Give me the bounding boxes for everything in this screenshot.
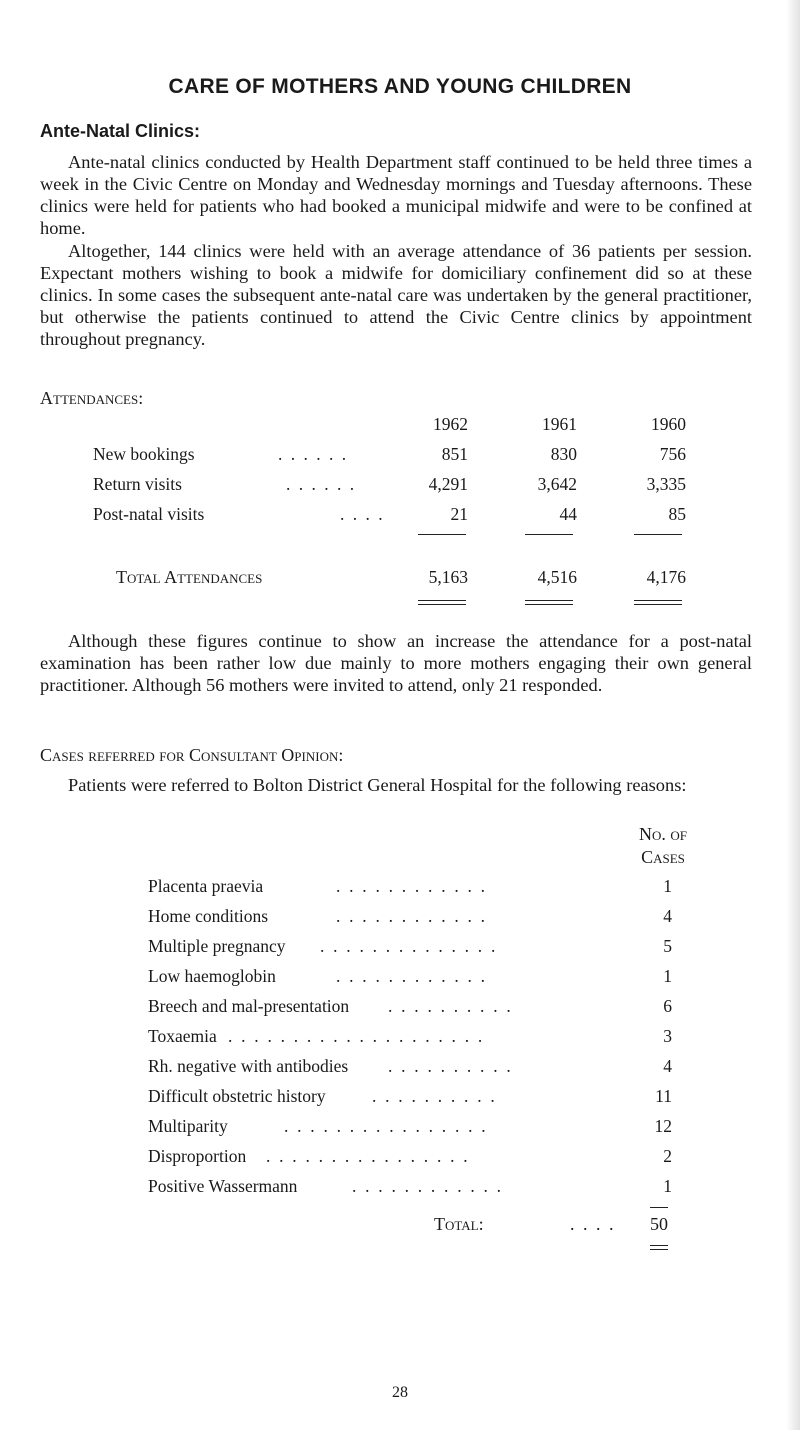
table-cell: 851 (441, 444, 468, 464)
table-cell: 4,291 (428, 474, 468, 494)
list-item (148, 1086, 672, 1111)
leader-dots: . . . . . . . . . . . . (336, 906, 488, 926)
case-label: Home conditions (148, 906, 269, 926)
case-count: 4 (663, 1056, 672, 1076)
sum-rule (525, 534, 573, 535)
sum-rule (418, 534, 466, 535)
cases-column-header (639, 823, 687, 869)
table-cell: 4,176 (646, 567, 686, 587)
total-count: 50 (650, 1214, 668, 1234)
year-header: 1961 (542, 414, 577, 434)
list-item (148, 1056, 672, 1081)
table-row (0, 504, 800, 528)
leader-dots: . . . . . . (278, 444, 349, 464)
leader-dots: . . . . . . . . . . . . . . . . (284, 1116, 488, 1136)
leader-dots: . . . . . . (286, 474, 357, 494)
case-label: Positive Wassermann (148, 1176, 298, 1196)
case-label: Multiparity (148, 1116, 228, 1136)
case-count: 2 (663, 1146, 672, 1166)
case-label: Breech and mal-presentation (148, 996, 350, 1016)
case-label: Placenta praevia (148, 876, 264, 896)
table-cell: 4,516 (537, 567, 577, 587)
leader-dots: . . . . . . . . . . . . (336, 966, 488, 986)
total-row (0, 567, 800, 591)
list-item (148, 1176, 672, 1201)
referrals-total-row (0, 1214, 800, 1240)
total-double-rule (418, 600, 466, 605)
case-count: 3 (663, 1026, 672, 1046)
table-cell: 3,335 (646, 474, 686, 494)
case-count: 1 (663, 966, 672, 986)
case-count: 1 (663, 876, 672, 896)
leader-dots: . . . . . . . . . . . . . . (320, 936, 498, 956)
cases-header-line2: Cases (641, 847, 685, 867)
page-number: 28 (392, 1384, 408, 1401)
table-cell: 756 (659, 444, 686, 464)
table-cell: 44 (559, 504, 577, 524)
list-item (148, 1116, 672, 1141)
case-count: 5 (663, 936, 672, 956)
table-cell: 830 (550, 444, 577, 464)
case-label: Multiple pregnancy (148, 936, 286, 956)
case-count: 12 (654, 1116, 672, 1136)
paragraph-clinics: Ante-natal clinics conducted by Health Department staff continued to be held three times a week in the Civic Centre on Monday and Wednesday mornings and Tuesday afternoons. These clinics were held for patients who had booked a municipal midwife and were to be confined at home. (40, 152, 752, 238)
row-label: New bookings (93, 444, 195, 464)
row-label: Return visits (93, 474, 182, 494)
year-header: 1962 (433, 414, 468, 434)
table-cell: 3,642 (537, 474, 577, 494)
referrals-heading: Cases referred for Consultant Opinion: (40, 745, 344, 765)
attendances-label: Attendances: (40, 388, 144, 408)
case-label: Low haemoglobin (148, 966, 276, 986)
table-cell: 5,163 (428, 567, 468, 587)
list-item (148, 1026, 672, 1051)
leader-dots: . . . . . . . . . . . . . . . . (266, 1146, 470, 1166)
leader-dots: . . . . . . . . . . (388, 996, 513, 1016)
case-count: 11 (655, 1086, 672, 1106)
case-label: Toxaemia (148, 1026, 217, 1046)
referrals-intro: Patients were referred to Bolton District General Hospital for the following reasons: (68, 775, 687, 795)
year-header: 1960 (651, 414, 686, 434)
leader-dots: . . . . . . . . . . . . (336, 876, 488, 896)
leader-dots: . . . . (570, 1214, 616, 1234)
case-count: 6 (663, 996, 672, 1016)
list-item (148, 936, 672, 961)
total-double-rule (525, 600, 573, 605)
table-cell: 21 (450, 504, 468, 524)
case-count: 4 (663, 906, 672, 926)
total-double-rule (634, 600, 682, 605)
table-row (0, 474, 800, 498)
attendances-header-row (0, 414, 800, 438)
case-label: Disproportion (148, 1146, 247, 1166)
section-heading: Ante-Natal Clinics: (40, 121, 201, 141)
list-item (148, 906, 672, 931)
row-label: Post-natal visits (93, 504, 205, 524)
total-label: Total Attendances (116, 567, 263, 587)
sum-rule (634, 534, 682, 535)
case-label: Difficult obstetric history (148, 1086, 326, 1106)
case-count: 1 (663, 1176, 672, 1196)
paragraph-postnatal: Although these figures continue to show an increase the attendance for a post-natal examination has been rather low due mainly to more mothers engaging their own general practitioner. Although 56 mothers were invited to attend, only 21 responded. (40, 631, 752, 695)
sum-rule (650, 1207, 668, 1208)
leader-dots: . . . . (340, 504, 385, 524)
page-title: CARE OF MOTHERS AND YOUNG CHILDREN (168, 75, 632, 98)
page-edge-shadow (786, 0, 800, 1430)
leader-dots: . . . . . . . . . . . . . . . . . . . . (228, 1026, 485, 1046)
total-label: Total: (434, 1214, 484, 1234)
list-item (148, 876, 672, 901)
list-item (148, 966, 672, 991)
table-row (0, 444, 800, 468)
cases-header-line1: No. of (638, 824, 687, 844)
case-label: Rh. negative with antibodies (148, 1056, 349, 1076)
leader-dots: . . . . . . . . . . . . (352, 1176, 504, 1196)
leader-dots: . . . . . . . . . . (388, 1056, 513, 1076)
list-item (148, 996, 672, 1021)
paragraph-attendance-summary: Altogether, 144 clinics were held with an average attendance of 36 patients per session. Expectant mothers wishing to book a midwife for domiciliary confinement did so at these clinics. In some cases the subsequent ante-natal care was undertaken by the general practitioner, but otherwise the patients continued to attend the Civic Centre clinics by appointment throughout pregnancy. (40, 241, 752, 349)
leader-dots: . . . . . . . . . . (372, 1086, 497, 1106)
list-item (148, 1146, 672, 1171)
total-double-rule (650, 1245, 668, 1250)
table-cell: 85 (668, 504, 686, 524)
